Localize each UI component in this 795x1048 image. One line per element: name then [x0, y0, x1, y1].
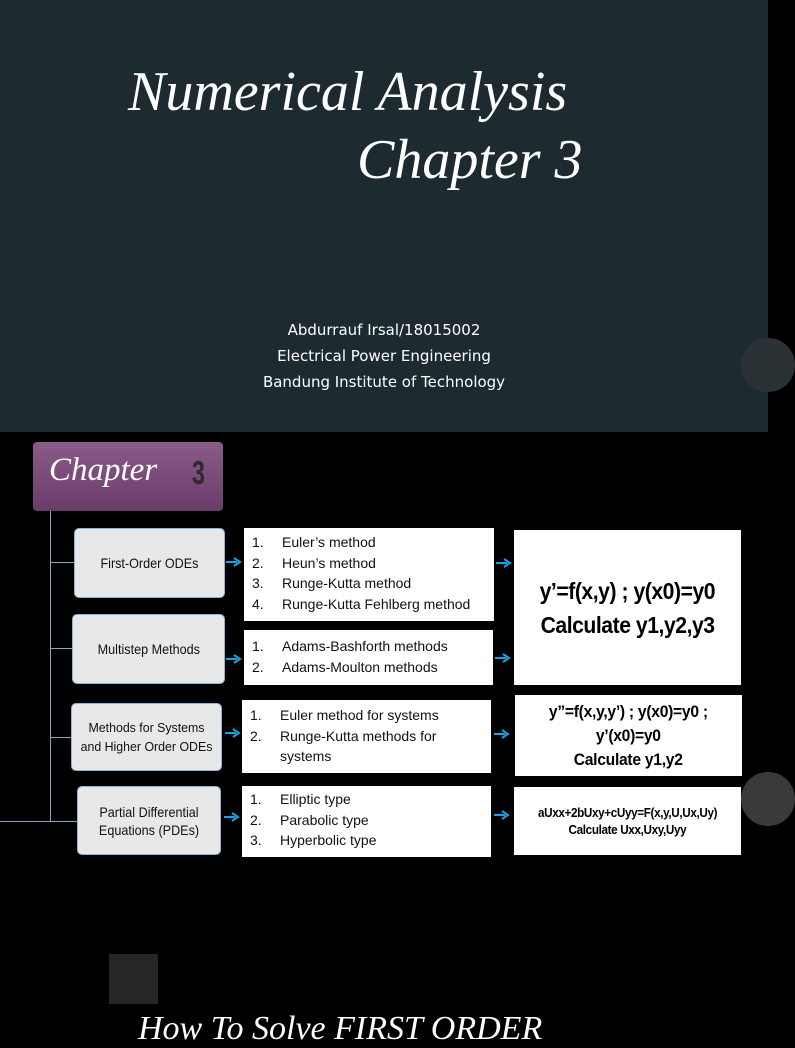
list-item [244, 596, 494, 617]
item-text: Euler method for systems [280, 707, 439, 723]
chapter-banner [33, 442, 223, 511]
item-number: 1. [252, 638, 264, 654]
chapter-label: Chapter [49, 452, 158, 488]
equation-line: Calculate y1,y2,y3 [540, 611, 715, 638]
equation-box-ode [514, 530, 741, 685]
category-label: Partial Differential Equations (PDEs) [98, 803, 200, 838]
equation-line: aUxx+2bUxy+cUyy=F(x,y,U,Ux,Uy) [537, 805, 718, 820]
item-text: Runge-Kutta method [282, 575, 412, 591]
arrow-right-icon [494, 810, 510, 820]
author-department: Electrical Power Engineering [277, 347, 491, 365]
next-slide-title: How To Solve FIRST ORDER [138, 1010, 543, 1047]
slide-title-line2: Chapter 3 [357, 129, 583, 191]
item-text: Runge-Kutta methods for systems [280, 727, 437, 764]
list-item [242, 812, 491, 833]
item-text: Parabolic type [280, 811, 369, 828]
arrow-right-icon [496, 558, 512, 568]
chapter-number: 3 [192, 454, 205, 491]
slide-nav-circle[interactable] [741, 338, 795, 392]
item-text: Heun’s method [282, 554, 376, 571]
slide-title-line1: Numerical Analysis [128, 61, 568, 123]
item-text: Adams-Moulton methods [282, 658, 438, 675]
list-item [244, 555, 494, 576]
item-number: 2. [250, 727, 262, 744]
equation-line: Calculate Uxx,Uxy,Uyy [568, 822, 687, 837]
slide-thumbnail [109, 954, 158, 1004]
item-text: Hyperbolic type [280, 832, 377, 848]
item-text: Euler’s method [282, 534, 376, 550]
item-text: Adams-Bashforth methods [282, 638, 448, 654]
item-number: 2. [252, 554, 264, 571]
author-institution: Bandung Institute of Technology [262, 373, 506, 391]
arrow-right-icon [226, 654, 242, 664]
list-item [244, 534, 494, 555]
equation-line: y’(x0)=y0 [596, 725, 661, 745]
category-systems-higher-order [71, 703, 222, 771]
item-number: 3. [250, 832, 262, 848]
equation-line: y”=f(x,y,y’) ; y(x0)=y0 ; [549, 701, 708, 721]
chapter-overview-slide [0, 432, 768, 1047]
author-name: Abdurrauf Irsal/18015002 [287, 321, 481, 339]
item-number: 1. [250, 707, 262, 723]
category-multistep-methods [72, 614, 225, 684]
arrow-right-icon [224, 812, 240, 822]
category-first-order-odes [74, 528, 225, 598]
item-text: Elliptic type [280, 791, 351, 807]
item-number: 4. [252, 595, 264, 612]
tree-branch [50, 648, 72, 649]
equation-line: Calculate y1,y2 [574, 749, 683, 769]
item-text: Runge-Kutta Fehlberg method [282, 595, 471, 612]
equation-box-systems [515, 695, 742, 776]
slide-nav-circle[interactable] [741, 772, 795, 826]
equation-line: y’=f(x,y) ; y(x0)=y0 [539, 577, 716, 604]
tree-branch [50, 562, 74, 563]
tree-branch [50, 737, 71, 738]
method-list-systems [242, 700, 491, 773]
arrow-right-icon [494, 729, 510, 739]
arrow-right-icon [226, 557, 242, 567]
method-list-pdes [242, 786, 491, 857]
list-item [244, 575, 494, 596]
category-label: First-Order ODEs [100, 555, 199, 571]
item-number: 2. [252, 658, 264, 675]
item-number: 2. [250, 811, 262, 828]
list-item [242, 791, 491, 812]
list-item [244, 638, 493, 659]
list-item [242, 705, 491, 726]
category-pdes [77, 786, 221, 855]
method-list-multistep [244, 630, 493, 685]
equation-box-pde [514, 787, 741, 855]
list-item [244, 659, 493, 680]
divider-line [0, 821, 78, 822]
arrow-right-icon [495, 653, 511, 663]
list-item [242, 832, 491, 853]
tree-connector [50, 511, 51, 821]
method-list-first-order [244, 528, 494, 621]
item-number: 3. [252, 575, 264, 591]
category-label: Methods for Systems and Higher Order ODEs [80, 720, 213, 754]
item-number: 1. [252, 534, 264, 550]
title-slide [0, 0, 768, 432]
list-item [242, 726, 491, 766]
item-number: 1. [250, 791, 262, 807]
arrow-right-icon [225, 728, 241, 738]
category-label: Multistep Methods [97, 641, 200, 657]
